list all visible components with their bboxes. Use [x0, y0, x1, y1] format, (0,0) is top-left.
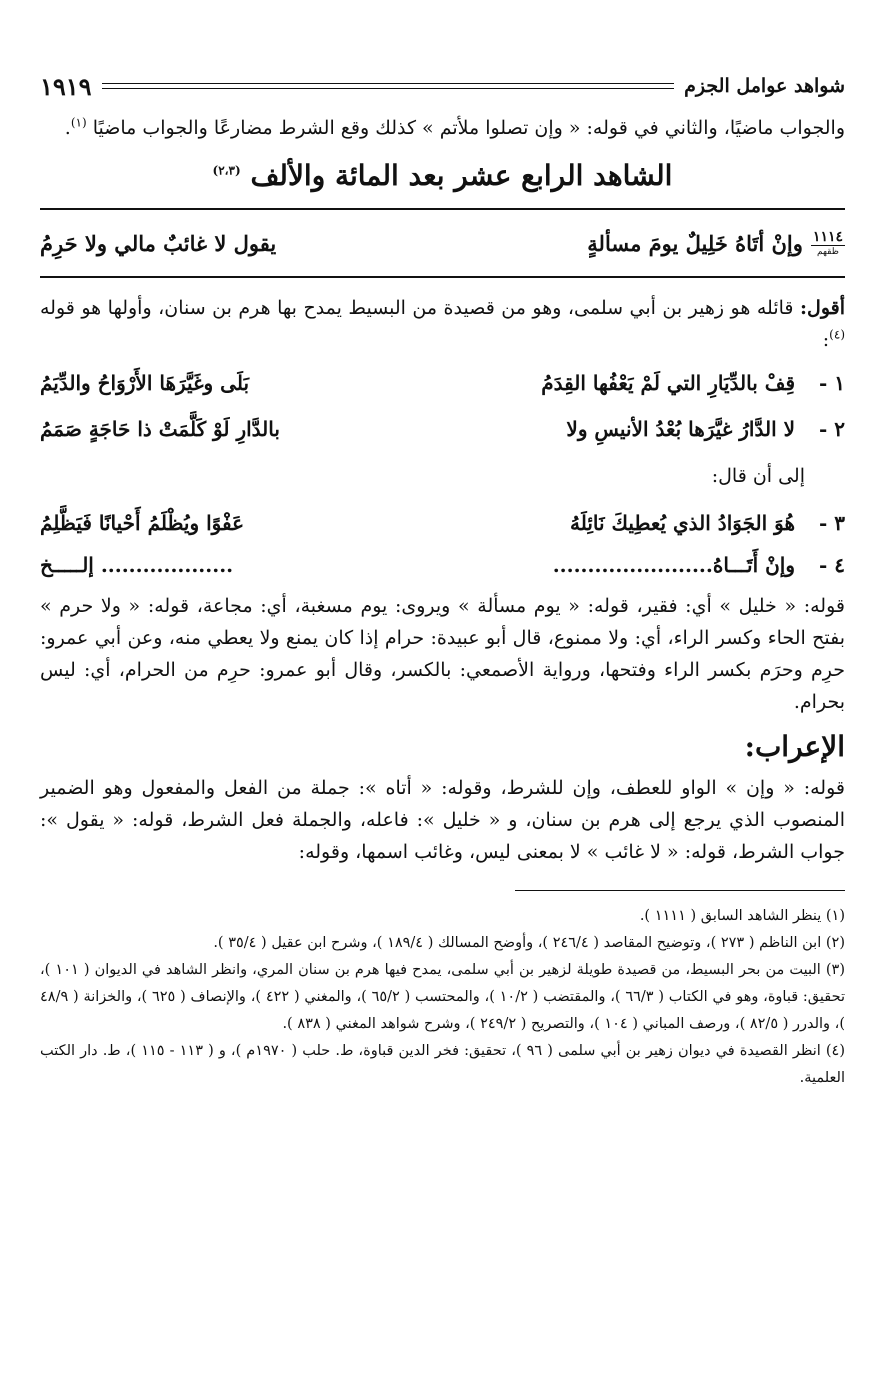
verse-first-half: قِفْ بالدِّيَارِ التي لَمْ يَعْفُها القِدَمُ	[541, 371, 795, 395]
witness-verse-box	[40, 208, 845, 278]
verse-second-half: ................... إلـــــخ	[40, 553, 234, 577]
running-title: شواهد عوامل الجزم	[684, 75, 845, 97]
book-page	[40, 70, 845, 1092]
verse-line	[40, 546, 845, 584]
verse-line	[40, 406, 845, 452]
irab-heading: الإعراب:	[744, 730, 845, 763]
intro-paragraph	[40, 292, 845, 356]
witness-title-text: الشاهد الرابع عشر بعد المائة والألف	[250, 159, 673, 192]
header-rule	[102, 83, 675, 89]
verse-line	[40, 360, 845, 406]
verse-second-half: عَفْوًا ويُظْلَمُ أَحْيانًا فَيَظَّلِمُ	[40, 511, 245, 535]
witness-number	[811, 229, 845, 258]
page-number: ١٩١٩	[40, 71, 92, 101]
verse-number: ٣ -	[818, 511, 845, 535]
footnotes	[40, 903, 845, 1092]
verse-first-half: وإنْ أَتَـــاهُ.......................	[552, 553, 795, 577]
verse-number: ١ -	[818, 371, 845, 395]
footnote: (٣) البيت من بحر البسيط، من قصيدة طويلة لزهير بن أبي سلمى، يمدح فيها هرم بن سنان المري، وانظر الشاهد في الديوان ( ١٠١ )، تحقيق: قباوة، وهو في الكتاب ( ٦٦/٣ )، والمقتضب ( ١٠/٢ )، والمحتسب ( ٦٥/٢ )، والمغني ( ٤٢٢ )، والإنصاف ( ٦٢٥ )، والخزانة ( ٤٨/٩ )، والدرر ( ٨٢/٥ )، ورصف المباني ( ١٠٤ )، والتصريح ( ٢٤٩/٢ )، وشرح شواهد المغني ( ٨٣٨ ).	[40, 962, 846, 1032]
witness-first-half	[587, 229, 845, 258]
poem-verses	[40, 360, 845, 452]
witness-title	[40, 156, 845, 196]
verse-first-half: هُوَ الجَوَادُ الذي يُعطِيكَ نَائِلَهُ	[570, 511, 795, 535]
footnote-ref-1: (١)	[70, 115, 87, 130]
footnote: (٢) ابن الناظم ( ٢٧٣ )، وتوضيح المقاصد ( ٢٤٦/٤ )، وأوضح المسالك ( ١٨٩/٤ )، وشرح ابن عقيل ( ٣٥/٤ ).	[213, 935, 845, 951]
page-header	[40, 70, 845, 102]
verse-second-half: بَلَى وغَيَّرَهَا الأَرْوَاحُ والدِّيَمُ	[40, 371, 250, 395]
verse-line	[40, 500, 845, 546]
witness-number-note: ظقهم	[817, 246, 839, 257]
footnote: (٤) انظر القصيدة في ديوان زهير بن أبي سلمى ( ٩٦ )، تحقيق: فخر الدين قباوة، ط. حلب ( ١٩٧٠م )، و ( ١١٣ - ١١٥ )، ط. دار الكتب العلمية.	[40, 1043, 845, 1086]
commentary-paragraph: قوله: « خليل » أي: فقير، قوله: « يوم مسألة » ويروى: يوم مسغبة، أي: مجاعة، قوله: « ولا حرم » بفتح الحاء وكسر الراء، أي: ولا ممنوع، قال أبو عبيدة: حرام إذا كان يمنع ولا يعطي منه، وعن أبي عمرو: حرِم وحرَم بكسر الراء وفتحها، ورواية الأصمعي: بالكسر، وقال أبو عمرو: حرِم من الحرام، أي: ليس بحرام.	[40, 595, 845, 713]
footnote-ref-4: (٤)	[829, 327, 845, 342]
verse-second-half: بالدَّارِ لَوْ كَلَّمَتْ ذا حَاجَةٍ صَمَمُ	[40, 417, 280, 441]
verse-number: ٤ -	[818, 553, 845, 577]
intro-tail: :	[822, 329, 830, 351]
opening-paragraph-text: والجواب ماضيًا، والثاني في قوله: « وإن تصلوا ملأتم » كذلك وقع الشرط مضارعًا والجواب ماضيًا	[92, 117, 845, 139]
witness-second-hemistich: يقول لا غائبٌ مالي ولا حَرِمُ	[40, 230, 277, 256]
transition-text: إلى أن قال:	[711, 465, 805, 487]
intro-text: قائله هو زهير بن أبي سلمى، وهو من قصيدة من البسيط يمدح بها هرم بن سنان، وأولها هو قوله	[40, 297, 794, 319]
verse-first-half: لا الدَّارُ غيَّرَها بُعْدُ الأنيسِ ولا	[566, 417, 795, 441]
intro-label: أقول:	[800, 297, 845, 319]
footnote-separator	[515, 890, 845, 891]
opening-paragraph: والجواب ماضيًا، والثاني في قوله: « وإن تصلوا ملأتم » كذلك وقع الشرط مضارعًا والجواب ماضيًا $^{(١)}$.	[64, 115, 845, 139]
footnote: (١) ينظر الشاهد السابق ( ١١١١ ).	[639, 908, 845, 924]
irab-paragraph: قوله: « وإن » الواو للعطف، وإن للشرط، وقوله: « أتاه »: جملة من الفعل والمفعول وهو الضمير المنصوب الذي يرجع إلى هرم بن سنان، و « خليل »: فاعله، والجملة فعل الشرط، قوله: « يقول »: جواب الشرط، قوله: « لا غائب » لا بمعنى ليس، وغائب اسمها، وقوله:	[40, 777, 845, 863]
verse-number: ٢ -	[818, 417, 845, 441]
witness-first-hemistich: وإنْ أتَاهُ خَلِيلٌ يومَ مسألةٍ	[587, 230, 803, 256]
footnote-ref-2-3: (٢،٣)	[212, 163, 241, 178]
witness-number-value: ١١١٤	[812, 228, 843, 245]
poem-verses-continued	[40, 500, 845, 584]
